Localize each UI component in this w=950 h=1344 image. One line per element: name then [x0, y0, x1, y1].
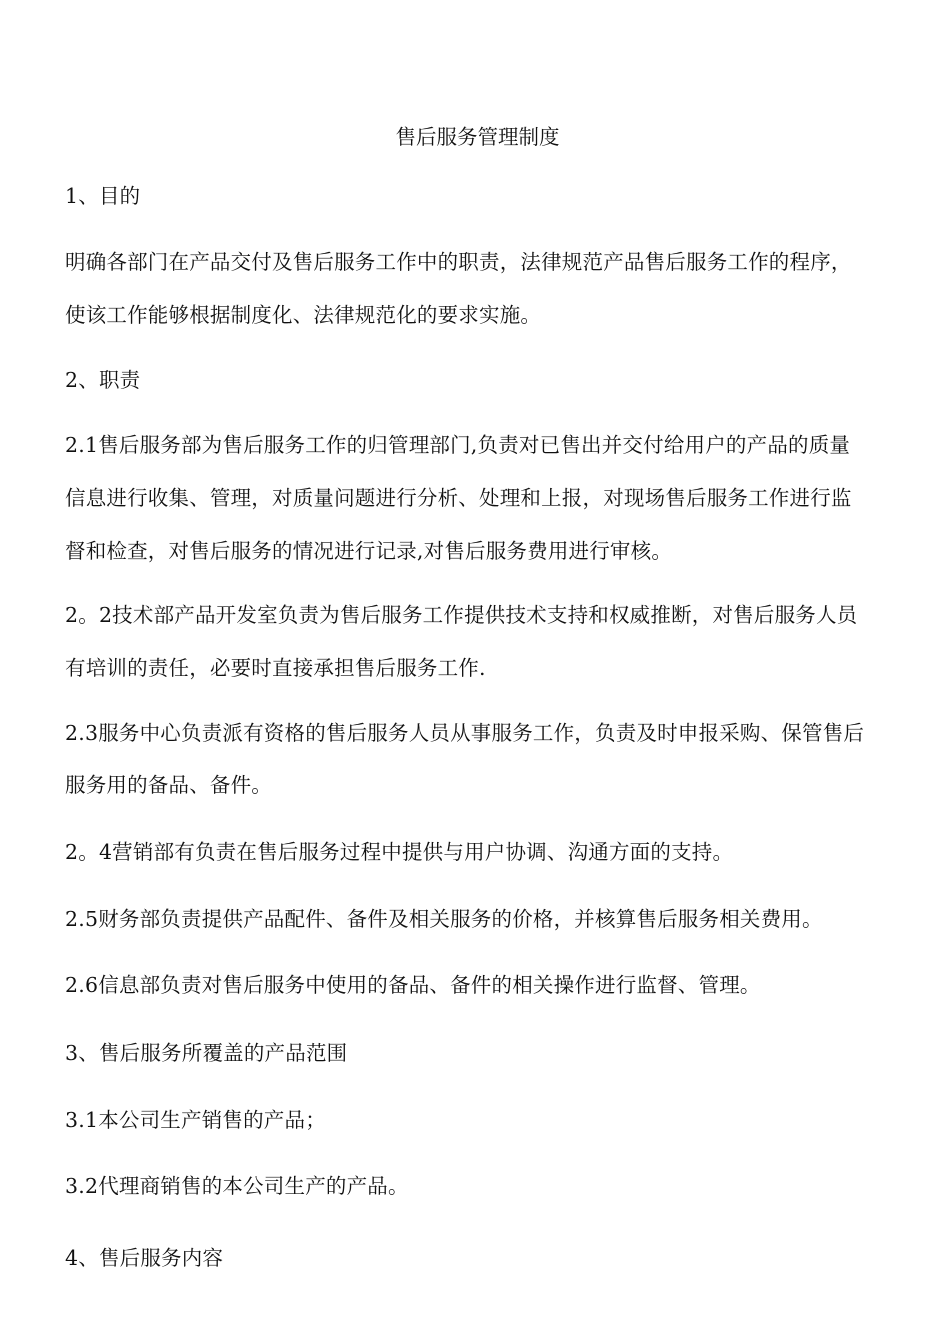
paragraph-line: 督和检查，对售后服务的情况进行记录,对售后服务费用进行审核。: [65, 539, 673, 563]
paragraph-line: 明确各部门在产品交付及售后服务工作中的职责，法律规范产品售后服务工作的程序，: [65, 250, 852, 274]
paragraph-line: 信息进行收集、管理，对质量问题进行分析、处理和上报，对现场售后服务工作进行监: [65, 486, 852, 510]
section-heading-scope: 3、售后服务所覆盖的产品范围: [65, 1041, 348, 1065]
paragraph-line: 2。2技术部产品开发室负责为售后服务工作提供技术支持和权威推断，对售后服务人员: [65, 603, 858, 627]
paragraph-line: 3.1本公司生产销售的产品；: [65, 1108, 326, 1132]
paragraph-line: 2。4营销部有负责在售后服务过程中提供与用户协调、沟通方面的支持。: [65, 840, 734, 864]
section-heading-content: 4、售后服务内容: [65, 1246, 224, 1270]
paragraph-line: 有培训的责任，必要时直接承担售后服务工作.: [65, 656, 486, 680]
paragraph-line: 2.6信息部负责对售后服务中使用的备品、备件的相关操作进行监督、管理。: [65, 973, 761, 997]
paragraph-line: 2.3服务中心负责派有资格的售后服务人员从事服务工作，负责及时申报采购、保管售后: [65, 721, 865, 745]
paragraph-line: 2.5财务部负责提供产品配件、备件及相关服务的价格，并核算售后服务相关费用。: [65, 907, 823, 931]
section-heading-purpose: 1、目的: [65, 184, 141, 208]
paragraph-line: 使该工作能够根据制度化、法律规范化的要求实施。: [65, 303, 542, 327]
paragraph-line: 3.2代理商销售的本公司生产的产品。: [65, 1174, 409, 1198]
document-title: 售后服务管理制度: [395, 125, 560, 149]
section-heading-duties: 2、职责: [65, 368, 141, 392]
paragraph-line: 服务用的备品、备件。: [65, 773, 272, 797]
paragraph-line: 2.1售后服务部为售后服务工作的归管理部门,负责对已售出并交付给用户的产品的质量: [65, 433, 851, 457]
